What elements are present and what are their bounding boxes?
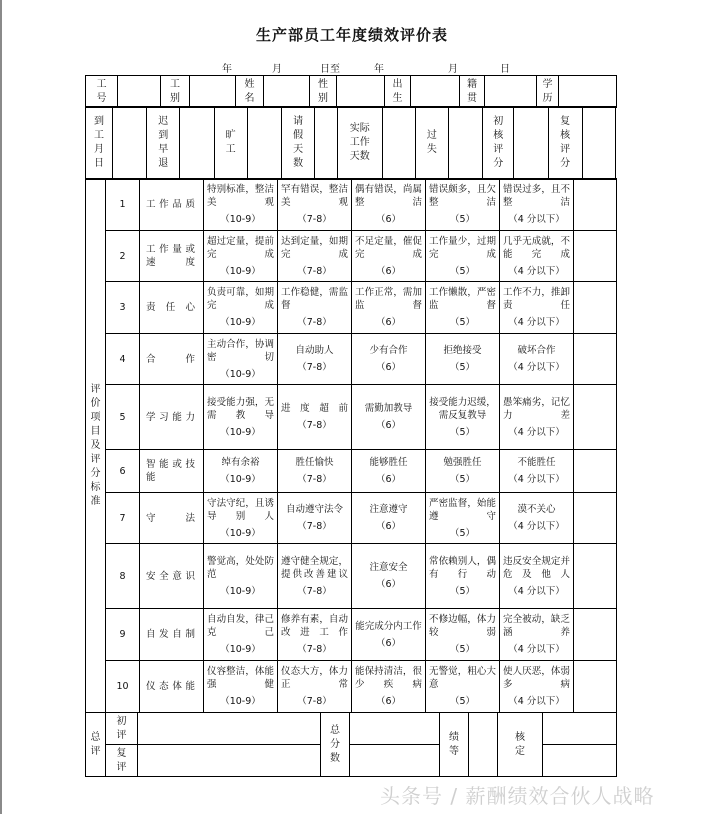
eval-row — [86, 544, 617, 609]
item-number: 5 — [106, 385, 140, 450]
first-review-field[interactable] — [138, 713, 321, 745]
item-number: 2 — [106, 231, 140, 282]
item-name: 智能或技能 — [140, 450, 204, 493]
level-poor: 错误颇多，且欠整洁 （5） — [426, 179, 500, 231]
level-excellent: 自动自发，律己克己 （10-9） — [204, 609, 278, 661]
second-check-score-field[interactable] — [582, 107, 615, 180]
eval-row — [86, 231, 617, 282]
level-good: 遵守健全规定，提供改善建议 （7-8） — [278, 544, 352, 609]
item-name: 自发自制 — [140, 609, 204, 661]
item-name: 工作品质 — [140, 179, 204, 231]
first-review-label: 初评 — [106, 713, 138, 745]
item-name: 学习能力 — [140, 385, 204, 450]
level-excellent: 主动合作，协调密切 （10-9） — [204, 334, 278, 385]
period-year-end: 年 — [374, 64, 384, 75]
employee-info-table — [85, 75, 617, 108]
score-field[interactable] — [574, 334, 617, 385]
item-number: 7 — [106, 493, 140, 544]
level-poor: 常依赖别人，偶有行动 （5） — [426, 544, 500, 609]
level-bad: 违反安全规定并危及他人 （4 分以下） — [500, 544, 574, 609]
grade-field[interactable] — [469, 713, 498, 777]
page-left-border — [0, 0, 2, 814]
attendance-date-field[interactable] — [112, 107, 146, 180]
label-first-check-score: 初核评分 — [483, 107, 514, 180]
total-score-label: 总分数 — [321, 713, 350, 777]
label-second-check-score: 复核评分 — [548, 107, 582, 180]
level-poor: 工作量少，过期完成 （5） — [426, 231, 500, 282]
first-check-score-field[interactable] — [514, 107, 548, 180]
level-average: 能保持清洁，很少疾病 （6） — [352, 661, 426, 713]
item-name: 守法 — [140, 493, 204, 544]
eval-row — [86, 334, 617, 385]
score-field[interactable] — [574, 450, 617, 493]
level-bad: 完全被动，缺乏涵养 （4 分以下） — [500, 609, 574, 661]
eval-row — [86, 609, 617, 661]
level-poor: 工作懒散，严密监督 （5） — [426, 282, 500, 334]
level-poor: 勉强胜任 （5） — [426, 450, 500, 493]
level-good: 工作稳健，需监督 （7-8） — [278, 282, 352, 334]
level-bad: 工作不力，推卸责任 （4 分以下） — [500, 282, 574, 334]
level-excellent: 警觉高，处处防范 （10-9） — [204, 544, 278, 609]
education-field[interactable] — [559, 76, 617, 108]
level-poor: 不修边幅，体力较弱 （5） — [426, 609, 500, 661]
level-average: 偶有错误，尚属整洁 （6） — [352, 179, 426, 231]
evaluation-table — [85, 178, 617, 713]
item-name: 工作量或速度 — [140, 231, 204, 282]
level-excellent: 负责可靠，如期完成 （10-9） — [204, 282, 278, 334]
second-total-score-field[interactable] — [350, 745, 440, 777]
level-poor: 无警觉，粗心大意 （5） — [426, 661, 500, 713]
level-average: 注意遵守 （6） — [352, 493, 426, 544]
second-approve-field[interactable] — [543, 745, 617, 777]
level-excellent: 仪容整洁，体能强健 （10-9） — [204, 661, 278, 713]
summary-label: 总评 — [86, 713, 106, 777]
eval-section-label: 评价项目及评分标准 — [86, 179, 106, 713]
level-average: 能够胜任 （6） — [352, 450, 426, 493]
level-good: 仪态大方，体力正常 （7-8） — [278, 661, 352, 713]
score-field[interactable] — [574, 385, 617, 450]
level-good: 自动遵守法令 （7-8） — [278, 493, 352, 544]
job-type-field[interactable] — [190, 76, 236, 108]
label-gender: 性别 — [310, 76, 337, 108]
grade-label: 绩等 — [440, 713, 469, 777]
eval-row — [86, 385, 617, 450]
label-leave-days: 请假天数 — [281, 107, 314, 180]
period-month-end: 月 — [448, 64, 458, 75]
score-field[interactable] — [574, 544, 617, 609]
eval-row — [86, 179, 617, 231]
actual-work-days-field[interactable] — [382, 107, 415, 180]
page-title: 生产部员工年度绩效评价表 — [255, 26, 448, 44]
period-day-end: 日 — [500, 64, 510, 75]
level-bad: 漠不关心 （4 分以下） — [500, 493, 574, 544]
label-employee-id: 工号 — [86, 76, 118, 108]
eval-row — [86, 282, 617, 334]
label-fault: 过失 — [415, 107, 448, 180]
label-absent: 旷工 — [214, 107, 247, 180]
label-name: 姓名 — [236, 76, 264, 108]
name-field[interactable] — [264, 76, 310, 108]
score-field[interactable] — [574, 661, 617, 713]
level-average: 需勤加教导 （6） — [352, 385, 426, 450]
summary-table — [85, 712, 617, 777]
item-number: 10 — [106, 661, 140, 713]
level-poor: 拒绝接受 （5） — [426, 334, 500, 385]
level-excellent: 特别标准，整洁美观 （10-9） — [204, 179, 278, 231]
level-bad: 几乎无成就，不能完成 （4 分以下） — [500, 231, 574, 282]
score-field[interactable] — [574, 231, 617, 282]
label-native-place: 籍贯 — [460, 76, 485, 108]
attendance-table — [85, 106, 616, 180]
label-education: 学历 — [537, 76, 559, 108]
label-job-type: 工别 — [161, 76, 190, 108]
level-poor: 严密监督，始能遵守 （5） — [426, 493, 500, 544]
item-number: 4 — [106, 334, 140, 385]
level-good: 达到定量，如期完成 （7-8） — [278, 231, 352, 282]
period-year-start: 年 — [222, 64, 232, 75]
item-name: 安全意识 — [140, 544, 204, 609]
level-bad: 破坏合作 （4 分以下） — [500, 334, 574, 385]
item-name: 责任心 — [140, 282, 204, 334]
item-number: 8 — [106, 544, 140, 609]
eval-row — [86, 450, 617, 493]
absent-field[interactable] — [247, 107, 281, 180]
item-number: 6 — [106, 450, 140, 493]
score-field[interactable] — [574, 609, 617, 661]
watermark: 头条号 / 薪酬绩效合伙人战略 — [380, 784, 655, 808]
second-review-label: 复评 — [106, 745, 138, 777]
score-field[interactable] — [574, 282, 617, 334]
level-bad: 不能胜任 （4 分以下） — [500, 450, 574, 493]
late-early-field[interactable] — [180, 107, 214, 180]
item-number: 9 — [106, 609, 140, 661]
level-good: 胜任愉快 （7-8） — [278, 450, 352, 493]
fault-field[interactable] — [448, 107, 482, 180]
level-excellent: 守法守纪，且诱导别人 （10-9） — [204, 493, 278, 544]
item-number: 3 — [106, 282, 140, 334]
level-bad: 错误过多，且不整洁 （4 分以下） — [500, 179, 574, 231]
label-actual-work-days: 实际工作天数 — [337, 107, 382, 180]
level-average: 不足定量，催促完成 （6） — [352, 231, 426, 282]
level-average: 注意安全 （6） — [352, 544, 426, 609]
native-place-field[interactable] — [485, 76, 537, 108]
level-average: 少有合作 （6） — [352, 334, 426, 385]
level-average: 能完成分内工作 （6） — [352, 609, 426, 661]
score-field[interactable] — [574, 179, 617, 231]
item-name: 仪态体能 — [140, 661, 204, 713]
label-birth: 出生 — [385, 76, 411, 108]
label-late-early: 迟到早退 — [147, 107, 180, 180]
leave-days-field[interactable] — [315, 107, 338, 180]
first-approve-field[interactable] — [543, 713, 617, 745]
level-bad: 使人厌恶，体弱多病 （4 分以下） — [500, 661, 574, 713]
second-review-field[interactable] — [138, 745, 321, 777]
item-name: 合作 — [140, 334, 204, 385]
level-good: 修养有素，自动改进工作 （7-8） — [278, 609, 352, 661]
level-good: 罕有错误，整洁美观 （7-8） — [278, 179, 352, 231]
level-excellent: 接受能力强，无需教导 （10-9） — [204, 385, 278, 450]
level-excellent: 超过定量，提前完成 （10-9） — [204, 231, 278, 282]
item-number: 1 — [106, 179, 140, 231]
level-good: 进度超前 （7-8） — [278, 385, 352, 450]
eval-row — [86, 661, 617, 713]
level-excellent: 绰有余裕 （10-9） — [204, 450, 278, 493]
first-total-score-field[interactable] — [350, 713, 440, 745]
level-bad: 愚笨痛劣，记忆力差 （4 分以下） — [500, 385, 574, 450]
period-day-to: 日至 — [320, 64, 340, 75]
label-attendance-date: 到工月日 — [86, 107, 113, 180]
employee-id-field[interactable] — [118, 76, 161, 108]
score-field[interactable] — [574, 493, 617, 544]
level-average: 工作正常，需加监督 （6） — [352, 282, 426, 334]
birth-field[interactable] — [411, 76, 460, 108]
period-month-start: 月 — [272, 64, 282, 75]
level-poor: 接受能力迟缓，需反复教导 （5） — [426, 385, 500, 450]
level-good: 自动助人 （7-8） — [278, 334, 352, 385]
approve-label: 核定 — [498, 713, 543, 777]
eval-row — [86, 493, 617, 544]
gender-field[interactable] — [337, 76, 385, 108]
